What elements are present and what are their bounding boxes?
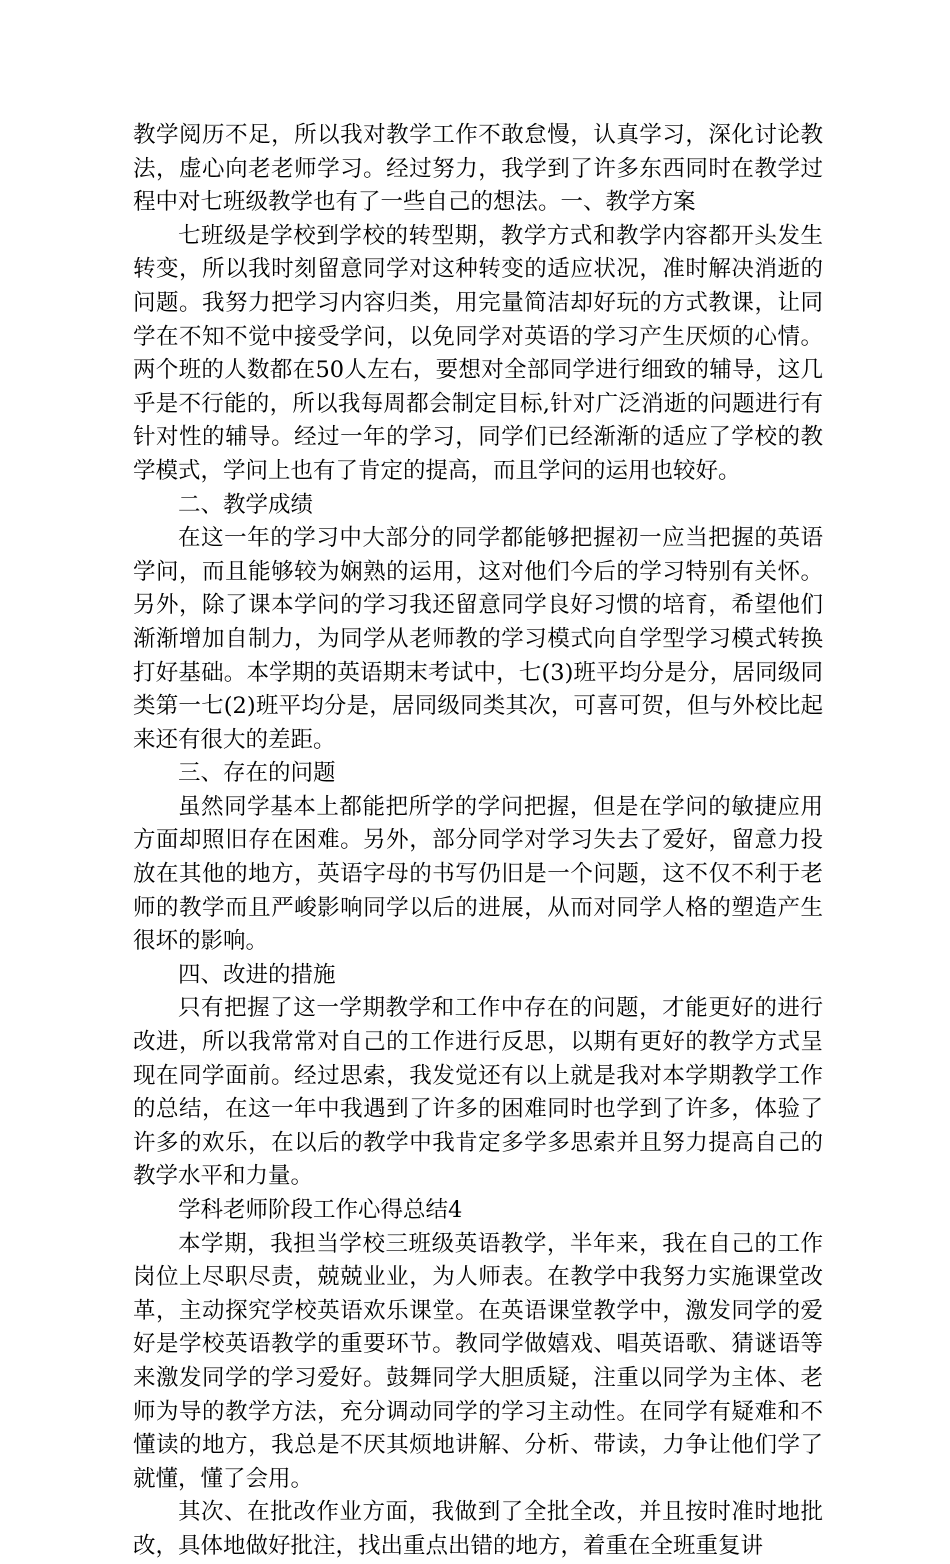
heading-summary-4: 学科老师阶段工作心得总结4 bbox=[178, 1197, 463, 1223]
paragraph-summary-4: 本学期，我担当学校三班级英语教学，半年来，我在自己的工作岗位上尽职尽责，兢兢业业，为人师表。在教学中我努力实施课堂改革，主动探究学校英语欢乐课堂。在英语课堂教学中，激发同学的爱好是学校英语教学的重要环节。教同学做嬉戏、唱英语歌、猜谜语等来激发同学的学习爱好。鼓舞同学大胆质疑，注重以同学为主体、老师为导的教学方法，充分调动同学的学习主动性。在同学有疑难和不懂读的地方，我总是不厌其烦地讲解、分析、带读，力争让他们学了就懂，懂了会用。 bbox=[133, 1230, 823, 1492]
heading-existing-problems: 三、存在的问题 bbox=[178, 760, 336, 787]
paragraph-teaching-plan: 七班级是学校到学校的转型期，教学方式和教学内容都开头发生转变，所以我时刻留意同学对这种转变的适应状况，准时解决消逝的问题。我努力把学习内容归类，用完量简洁却好玩的方式教课，让同学在不知不觉中接受学问，以免同学对英语的学习产生厌烦的心情。两个班的人数都在50人左右，要想对全部同学进行细致的辅导，这几乎是不行能的，所以我每周都会制定目标,针对广泛消逝的问题进行有针对性的辅导。经过一年的学习，同学们已经渐渐的适应了学校的教学模式，学问上也有了肯定的提高，而且学问的运用也较好。 bbox=[133, 222, 823, 484]
paragraph-existing-problems: 虽然同学基本上都能把所学的学问把握，但是在学问的敏捷应用方面却照旧存在困难。另外，部分同学对学习失去了爱好，留意力投放在其他的地方，英语字母的书写仍旧是一个问题，这不仅不利于老师的教学而且严峻影响同学以后的进展，从而对同学人格的塑造产生很坏的影响。 bbox=[133, 793, 823, 955]
paragraph-homework-correction: 其次、在批改作业方面，我做到了全批全改，并且按时准时地批改，具体地做好批注，找出重点出错的地方，着重在全班重复讲 bbox=[133, 1499, 823, 1559]
heading-improvement-measures: 四、改进的措施 bbox=[178, 961, 336, 988]
paragraph-teaching-results: 在这一年的学习中大部分的同学都能够把握初一应当把握的英语学问，而且能够较为娴熟的运用，这对他们今后的学习特别有关怀。另外，除了课本学问的学习我还留意同学良好习惯的培育，希望他们渐渐增加自制力，为同学从老师教的学习模式向自学型学习模式转换打好基础。本学期的英语期末考试中，七(3)班平均分是分，居同级同类第一七(2)班平均分是，居同级同类其次，可喜可贺，但与外校比起来还有很大的差距。 bbox=[133, 525, 823, 753]
paragraph-intro: 教学阅历不足，所以我对教学工作不敢怠慢，认真学习，深化讨论教法，虚心向老老师学习。经过努力，我学到了许多东西同时在教学过程中对七班级教学也有了一些自己的想法。一、教学方案 bbox=[133, 122, 823, 216]
document-body bbox=[133, 119, 823, 1564]
heading-teaching-results: 二、教学成绩 bbox=[178, 491, 314, 518]
paragraph-improvement-measures: 只有把握了这一学期教学和工作中存在的问题，才能更好的进行改进，所以我常常对自己的工作进行反思，以期有更好的教学方式呈现在同学面前。经过思索，我发觉还有以上就是我对本学期教学工作的总结，在这一年中我遇到了许多的困难同时也学到了许多，体验了许多的欢乐，在以后的教学中我肯定多学多思索并且努力提高自己的教学水平和力量。 bbox=[133, 995, 823, 1190]
